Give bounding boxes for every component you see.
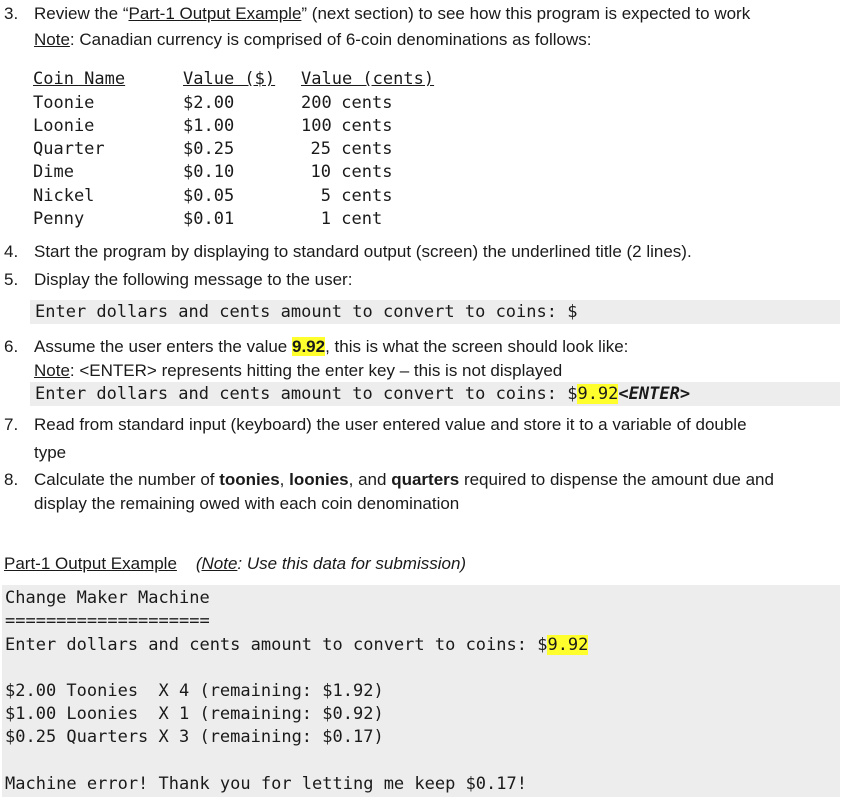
- note-text: : Use this data for submission): [237, 554, 467, 573]
- coin-name: Dime: [33, 162, 74, 183]
- output-example-reference: Part-1 Output Example: [128, 4, 302, 23]
- item-6-number: 6.: [4, 337, 19, 356]
- item-3-post: ” (next section) to see how this program is expected to work: [301, 4, 751, 23]
- table-row: [33, 182, 461, 205]
- coin-dollars: $0.01: [183, 209, 235, 230]
- note-text: : <ENTER> represents hitting the enter key – this is not displayed: [69, 361, 563, 380]
- console-error: Machine error! Thank you for letting me keep $0.17!: [5, 774, 527, 794]
- coin-dollars: $0.05: [183, 185, 235, 206]
- coin-table-header: [33, 66, 461, 89]
- example-input-value: 9.92: [577, 384, 619, 404]
- item-8-line-2: display the remaining owed with each coin denomination: [34, 494, 460, 513]
- bold-loonies: loonies: [289, 470, 349, 489]
- item-5-number: 5.: [4, 270, 19, 289]
- item-5-text: Display the following message to the user:: [34, 270, 353, 289]
- coin-dollars: $1.00: [183, 115, 235, 136]
- bold-toonies: toonies: [219, 470, 280, 489]
- coin-dollars: $0.10: [183, 162, 235, 183]
- note-label: Note: [201, 554, 238, 573]
- table-row: [33, 113, 461, 136]
- coin-name: Quarter: [33, 139, 105, 160]
- item-8-number: 8.: [4, 470, 19, 489]
- item-7-line-2: type: [34, 443, 67, 462]
- coin-cents: 25 cents: [310, 139, 393, 160]
- note-label: Note: [34, 361, 70, 380]
- coin-name: Nickel: [33, 185, 95, 206]
- coin-table: [33, 66, 461, 229]
- item-3-text: [34, 4, 750, 24]
- header-value-dollars: Value ($): [183, 69, 276, 90]
- coin-cents: 5 cents: [320, 185, 393, 206]
- section-title: Part-1 Output Example: [4, 554, 177, 573]
- enter-key-marker: <ENTER>: [618, 384, 691, 404]
- console-title: Change Maker Machine: [5, 588, 210, 608]
- note-label: Note: [34, 30, 70, 49]
- item-6-note: [34, 361, 562, 381]
- table-row: [33, 136, 461, 159]
- table-row: [33, 159, 461, 182]
- header-value-cents: Value (cents): [301, 69, 435, 90]
- item-3-note: [34, 30, 592, 50]
- table-row: [33, 89, 461, 112]
- table-row: [33, 206, 461, 229]
- coin-dollars: $2.00: [183, 92, 235, 113]
- console-line: $2.00 Toonies X 4 (remaining: $1.92): [5, 681, 384, 701]
- coin-name: Penny: [33, 209, 85, 230]
- item-6-text: Assume the user enters the value 9.92, this is what the screen should look like:: [34, 337, 629, 356]
- console-line: $0.25 Quarters X 3 (remaining: $0.17): [5, 727, 384, 747]
- item-3-number: 3.: [4, 4, 19, 23]
- bold-quarters: quarters: [391, 470, 460, 489]
- console-prompt: Enter dollars and cents amount to convert to coins: $9.92: [5, 635, 589, 655]
- output-example-heading: Part-1 Output Example (Note: Use this data for submission): [4, 554, 467, 573]
- item-4-number: 4.: [4, 242, 19, 261]
- coin-cents: 1 cent: [320, 209, 383, 230]
- coin-cents: 100 cents: [301, 115, 393, 136]
- coin-name: Toonie: [33, 92, 95, 113]
- console-line: $1.00 Loonies X 1 (remaining: $0.92): [5, 704, 384, 724]
- item-4-text: Start the program by displaying to standard output (screen) the underlined title (2 lines).: [34, 242, 692, 261]
- item-7-line-1: Read from standard input (keyboard) the user entered value and store it to a variable of double: [34, 415, 747, 434]
- note-text: : Canadian currency is comprised of 6-coin denominations as follows:: [69, 30, 592, 49]
- console-input-value: 9.92: [547, 635, 589, 655]
- coin-cents: 200 cents: [301, 92, 393, 113]
- item-7-number: 7.: [4, 415, 19, 434]
- item-8-line-1: Calculate the number of toonies, loonies, and quarters required to dispense the amount due and: [34, 470, 774, 489]
- highlighted-value: 9.92: [291, 337, 326, 356]
- header-coin-name: Coin Name: [33, 69, 126, 90]
- example-input-code: Enter dollars and cents amount to convert to coins: $9.92<ENTER>: [35, 384, 691, 404]
- coin-dollars: $0.25: [183, 139, 235, 160]
- console-rule: ====================: [5, 611, 210, 631]
- coin-name: Loonie: [33, 115, 95, 136]
- coin-cents: 10 cents: [310, 162, 393, 183]
- prompt-code: Enter dollars and cents amount to convert to coins: $: [35, 302, 578, 322]
- item-3-pre: Review the “: [34, 4, 129, 23]
